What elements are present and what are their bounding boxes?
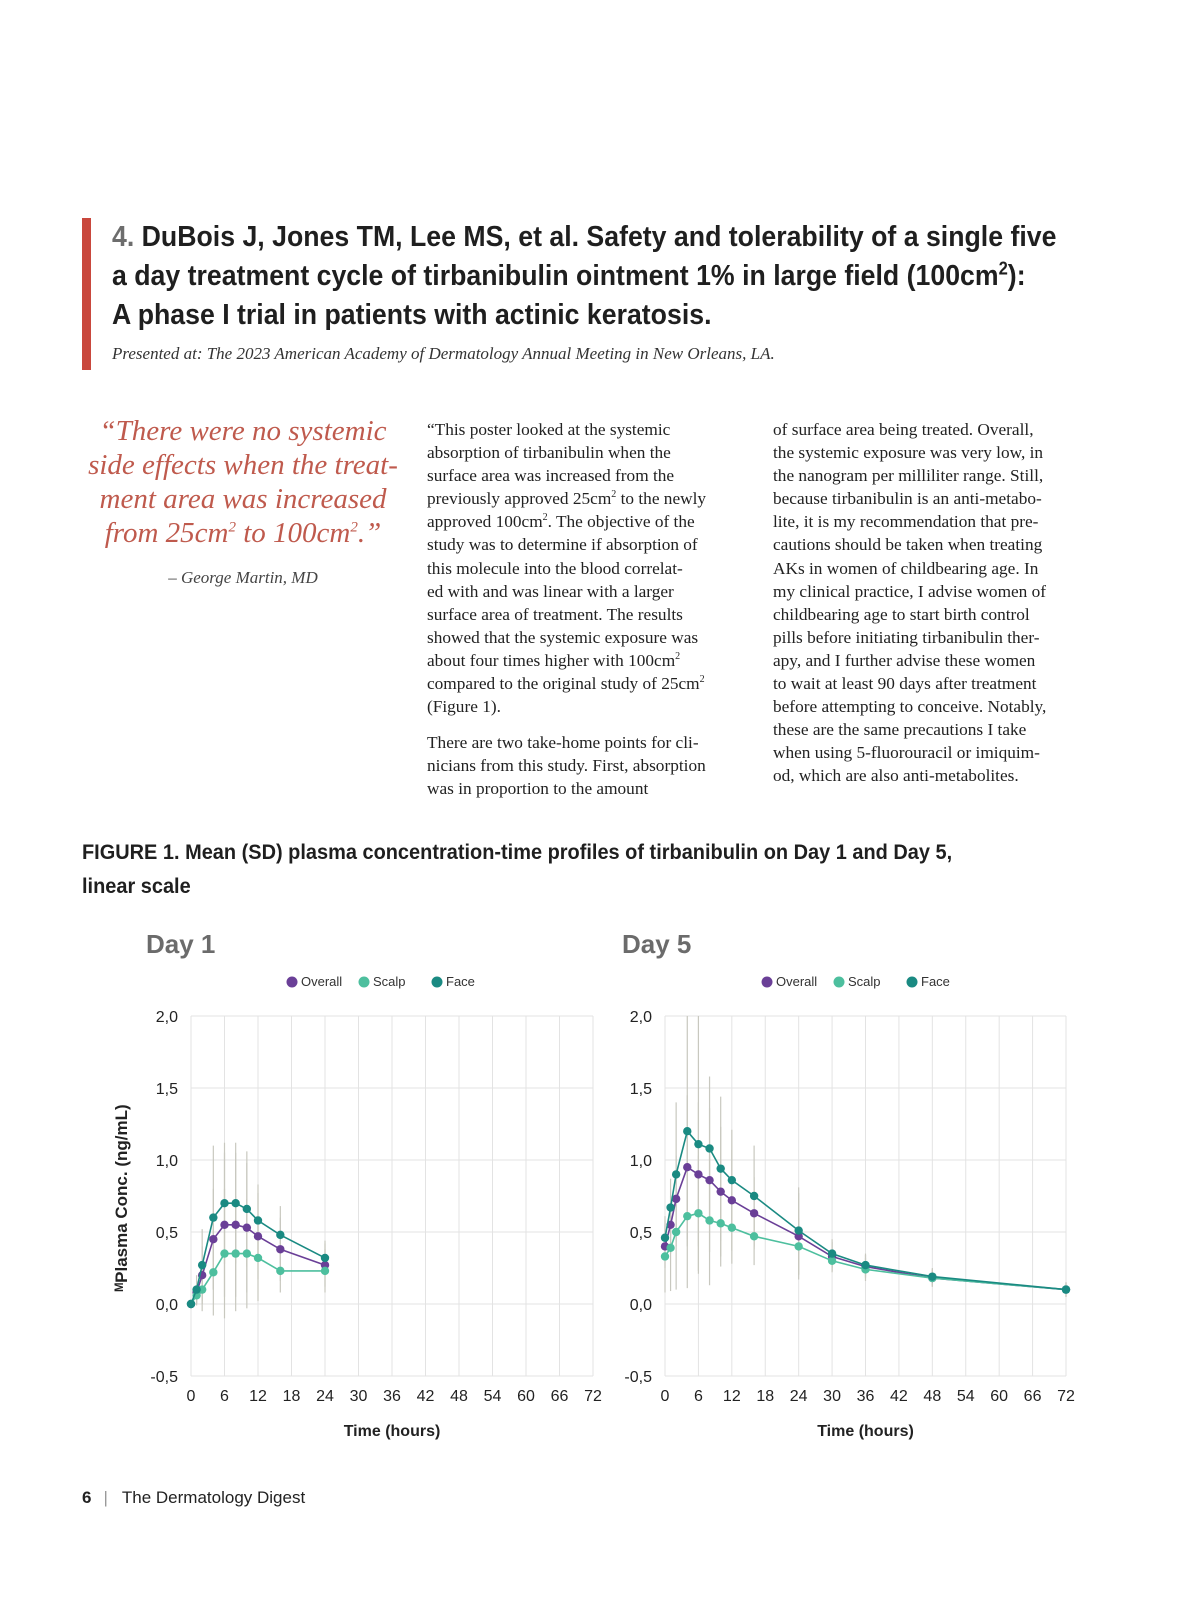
data-point-overall <box>209 1235 217 1243</box>
y-tick-label: 2,0 <box>629 1009 652 1026</box>
data-point-face <box>928 1272 936 1280</box>
data-point-overall <box>231 1221 239 1229</box>
x-axis-label: Time (hours) <box>817 1423 914 1440</box>
data-point-face <box>276 1231 284 1239</box>
y-tick-label: 0,5 <box>629 1225 652 1242</box>
data-point-scalp <box>750 1232 758 1240</box>
x-tick-label: 30 <box>823 1388 841 1405</box>
legend-label: Scalp <box>848 974 881 989</box>
text-fragment: to the newly <box>616 489 707 509</box>
data-point-overall <box>254 1232 262 1240</box>
legend-marker <box>287 977 298 988</box>
legend-label: Scalp <box>373 974 406 989</box>
y-tick-label: 1,0 <box>155 1153 178 1170</box>
data-point-face <box>750 1192 758 1200</box>
superscript: 2 <box>675 651 681 663</box>
text-line: when using 5-fluorouracil or imiquim- <box>773 743 1040 763</box>
data-point-scalp <box>672 1228 680 1236</box>
text-line: these are the same precautions I take <box>773 720 1027 740</box>
text-line: showed that the systemic exposure was <box>427 627 699 647</box>
data-point-scalp <box>243 1249 251 1257</box>
data-point-scalp <box>220 1249 228 1257</box>
caption-line-2: linear scale <box>82 875 191 898</box>
data-point-face <box>198 1261 206 1269</box>
text-line: lite, it is my recommendation that pre- <box>773 512 1039 532</box>
text-line: childbearing age to start birth control <box>773 604 1030 624</box>
title-superscript: 2 <box>998 258 1008 279</box>
data-point-face <box>243 1205 251 1213</box>
text-line: because tirbanibulin is an anti-metabo- <box>773 489 1042 509</box>
y-axis-label: ᴹPlasma Conc. (ng/mL) <box>112 1104 131 1292</box>
caption-line-1: FIGURE 1. Mean (SD) plasma concentration-time profiles of tirbanibulin on Day 1 and Day 5, <box>82 841 953 864</box>
data-point-scalp <box>254 1254 262 1262</box>
data-point-face <box>187 1300 195 1308</box>
x-tick-label: 30 <box>349 1388 368 1405</box>
x-tick-label: 18 <box>756 1388 775 1405</box>
text-line: the systemic exposure was very low, in <box>773 443 1044 463</box>
text-line: apy, and I further advise these women <box>773 650 1036 670</box>
data-point-overall <box>220 1221 228 1229</box>
text-fragment: . The objective of the <box>547 512 695 532</box>
title-line-3: A phase I trial in patients with actinic keratosis. <box>112 299 712 331</box>
data-point-face <box>672 1170 680 1178</box>
y-tick-label: 0,0 <box>629 1297 652 1314</box>
text-line: absorption of tirbanibulin when the <box>427 443 671 463</box>
x-tick-label: 24 <box>316 1388 334 1405</box>
chart-title: Day 1 <box>146 929 216 959</box>
legend-marker <box>359 977 370 988</box>
x-tick-label: 54 <box>956 1388 975 1405</box>
x-axis-label: Time (hours) <box>343 1423 441 1440</box>
data-point-scalp <box>683 1212 691 1220</box>
x-tick-label: 42 <box>416 1388 435 1405</box>
text-line: (Figure 1). <box>427 697 501 717</box>
x-tick-label: 60 <box>517 1388 535 1405</box>
page-number: 6 <box>82 1488 92 1507</box>
legend-marker <box>907 977 918 988</box>
legend-marker <box>432 977 443 988</box>
text-line: the nanogram per milliliter range. Still, <box>773 466 1044 486</box>
page-footer <box>82 1488 305 1508</box>
text-line: of surface area being treated. Overall, <box>773 420 1034 439</box>
text-line: before attempting to conceive. Notably, <box>773 697 1047 717</box>
text-line: was in proportion to the amount <box>427 779 649 799</box>
data-point-overall <box>750 1209 758 1217</box>
data-point-scalp <box>716 1219 724 1227</box>
data-point-face <box>209 1213 217 1221</box>
text-line: pills before initiating tirbanibulin ther- <box>773 627 1040 647</box>
y-tick-label: -0,5 <box>150 1369 178 1386</box>
y-tick-label: 1,5 <box>629 1081 652 1098</box>
text-line: ed with and was linear with a larger <box>427 581 674 601</box>
chart-title: Day 5 <box>622 929 692 959</box>
x-tick-label: 6 <box>693 1388 703 1405</box>
text-line: surface area was increased from the <box>427 466 675 486</box>
text-line: AKs in women of childbearing age. In <box>773 558 1039 578</box>
pull-quote-line: ment area was increased <box>99 483 387 515</box>
x-tick-label: 54 <box>483 1388 502 1405</box>
pull-quote-line: “There were no systemic <box>99 415 387 447</box>
x-tick-label: 36 <box>856 1388 875 1405</box>
data-point-face <box>694 1140 702 1148</box>
title-line-2-tail: ): <box>1007 260 1026 292</box>
data-point-face <box>231 1199 239 1207</box>
text-line: to wait at least 90 days after treatment <box>773 674 1037 694</box>
text-fragment: previously approved 25cm <box>427 489 612 509</box>
data-point-face <box>661 1234 669 1242</box>
data-point-face <box>254 1216 262 1224</box>
x-tick-label: 18 <box>282 1388 301 1405</box>
text-line: cautions should be taken when treating <box>773 535 1043 555</box>
x-tick-label: 6 <box>220 1388 229 1405</box>
y-tick-label: -0,5 <box>624 1369 652 1386</box>
legend-label: Face <box>921 974 950 989</box>
title-line-2: a day treatment cycle of tirbanibulin ointment 1% in large field (100cm <box>112 260 999 292</box>
y-tick-label: 1,0 <box>629 1153 652 1170</box>
data-point-overall <box>694 1170 702 1178</box>
quote-author: – George Martin, MD <box>168 568 318 587</box>
data-point-scalp <box>276 1267 284 1275</box>
title-line-1: DuBois J, Jones TM, Lee MS, et al. Safety and tolerability of a single five <box>141 221 1057 253</box>
data-point-scalp <box>828 1257 836 1265</box>
data-point-overall <box>716 1187 724 1195</box>
text-line: study was to determine if absorption of <box>427 535 698 555</box>
data-point-overall <box>728 1196 736 1204</box>
data-point-scalp <box>666 1244 674 1252</box>
text-line: my clinical practice, I advise women of <box>773 581 1047 601</box>
superscript: 2 <box>699 674 705 686</box>
data-point-face <box>1062 1285 1070 1293</box>
data-point-face <box>321 1254 329 1262</box>
x-tick-label: 0 <box>660 1388 670 1405</box>
data-point-scalp <box>209 1268 217 1276</box>
legend-label: Overall <box>301 974 343 989</box>
text-line: There are two take-home points for cli- <box>427 733 699 753</box>
text-line: surface area of treatment. The results <box>427 604 683 624</box>
x-tick-label: 12 <box>722 1388 741 1405</box>
pull-quote-line: side effects when the treat- <box>88 449 398 481</box>
x-tick-label: 24 <box>789 1388 808 1405</box>
data-point-scalp <box>794 1242 802 1250</box>
y-tick-label: 2,0 <box>155 1009 178 1026</box>
data-point-face <box>192 1285 200 1293</box>
data-point-face <box>683 1127 691 1135</box>
data-point-face <box>705 1144 713 1152</box>
data-point-face <box>794 1226 802 1234</box>
text-fragment: compared to the original study of 25cm <box>427 674 700 694</box>
data-point-face <box>728 1176 736 1184</box>
legend-marker <box>834 977 845 988</box>
text-fragment: approved 100cm <box>427 512 543 532</box>
text-line: “This poster looked at the systemic <box>427 420 671 439</box>
publication-name: The Dermatology Digest <box>121 1488 306 1507</box>
x-tick-label: 48 <box>923 1388 942 1405</box>
data-point-face <box>220 1199 228 1207</box>
data-point-face <box>666 1203 674 1211</box>
data-point-face <box>861 1261 869 1269</box>
legend-label: Face <box>446 974 475 989</box>
legend-marker <box>762 977 773 988</box>
data-point-scalp <box>321 1267 329 1275</box>
footer-separator: | <box>103 1488 108 1507</box>
pull-quote-line: to 100cm <box>236 517 351 549</box>
presented-at: Presented at: The 2023 American Academy of Dermatology Annual Meeting in New Orleans, LA. <box>112 344 775 363</box>
text-line: this molecule into the blood correlat- <box>427 558 683 578</box>
data-point-scalp <box>705 1216 713 1224</box>
x-tick-label: 60 <box>990 1388 1009 1405</box>
y-tick-label: 1,5 <box>155 1081 178 1098</box>
data-point-overall <box>243 1223 251 1231</box>
data-point-scalp <box>694 1209 702 1217</box>
x-tick-label: 42 <box>890 1388 908 1405</box>
y-tick-label: 0,5 <box>155 1225 178 1242</box>
y-tick-label: 0,0 <box>155 1297 178 1314</box>
x-tick-label: 36 <box>383 1388 401 1405</box>
superscript: 2 <box>542 512 548 524</box>
data-point-face <box>716 1164 724 1172</box>
pull-quote-line: from 25cm <box>104 517 229 549</box>
text-line: nicians from this study. First, absorption <box>427 756 706 776</box>
text-line: od, which are also anti-metabolites. <box>773 766 1019 786</box>
pull-quote-sup: 2 <box>350 519 358 536</box>
x-tick-label: 66 <box>1023 1388 1042 1405</box>
text-fragment: about four times higher with 100cm <box>427 650 676 670</box>
reference-number: 4. <box>112 221 135 253</box>
data-point-overall <box>705 1176 713 1184</box>
x-tick-label: 72 <box>1057 1388 1075 1405</box>
x-tick-label: 66 <box>550 1388 569 1405</box>
superscript: 2 <box>611 489 617 501</box>
x-tick-label: 12 <box>249 1388 267 1405</box>
x-tick-label: 0 <box>186 1388 196 1405</box>
pull-quote-sup: 2 <box>228 519 236 536</box>
data-point-overall <box>276 1245 284 1253</box>
data-point-scalp <box>661 1252 669 1260</box>
x-tick-label: 72 <box>584 1388 602 1405</box>
pull-quote-line: .” <box>357 517 382 549</box>
x-tick-label: 48 <box>450 1388 468 1405</box>
data-point-overall <box>683 1163 691 1171</box>
legend-label: Overall <box>776 974 818 989</box>
data-point-scalp <box>728 1223 736 1231</box>
data-point-scalp <box>231 1249 239 1257</box>
data-point-face <box>828 1249 836 1257</box>
